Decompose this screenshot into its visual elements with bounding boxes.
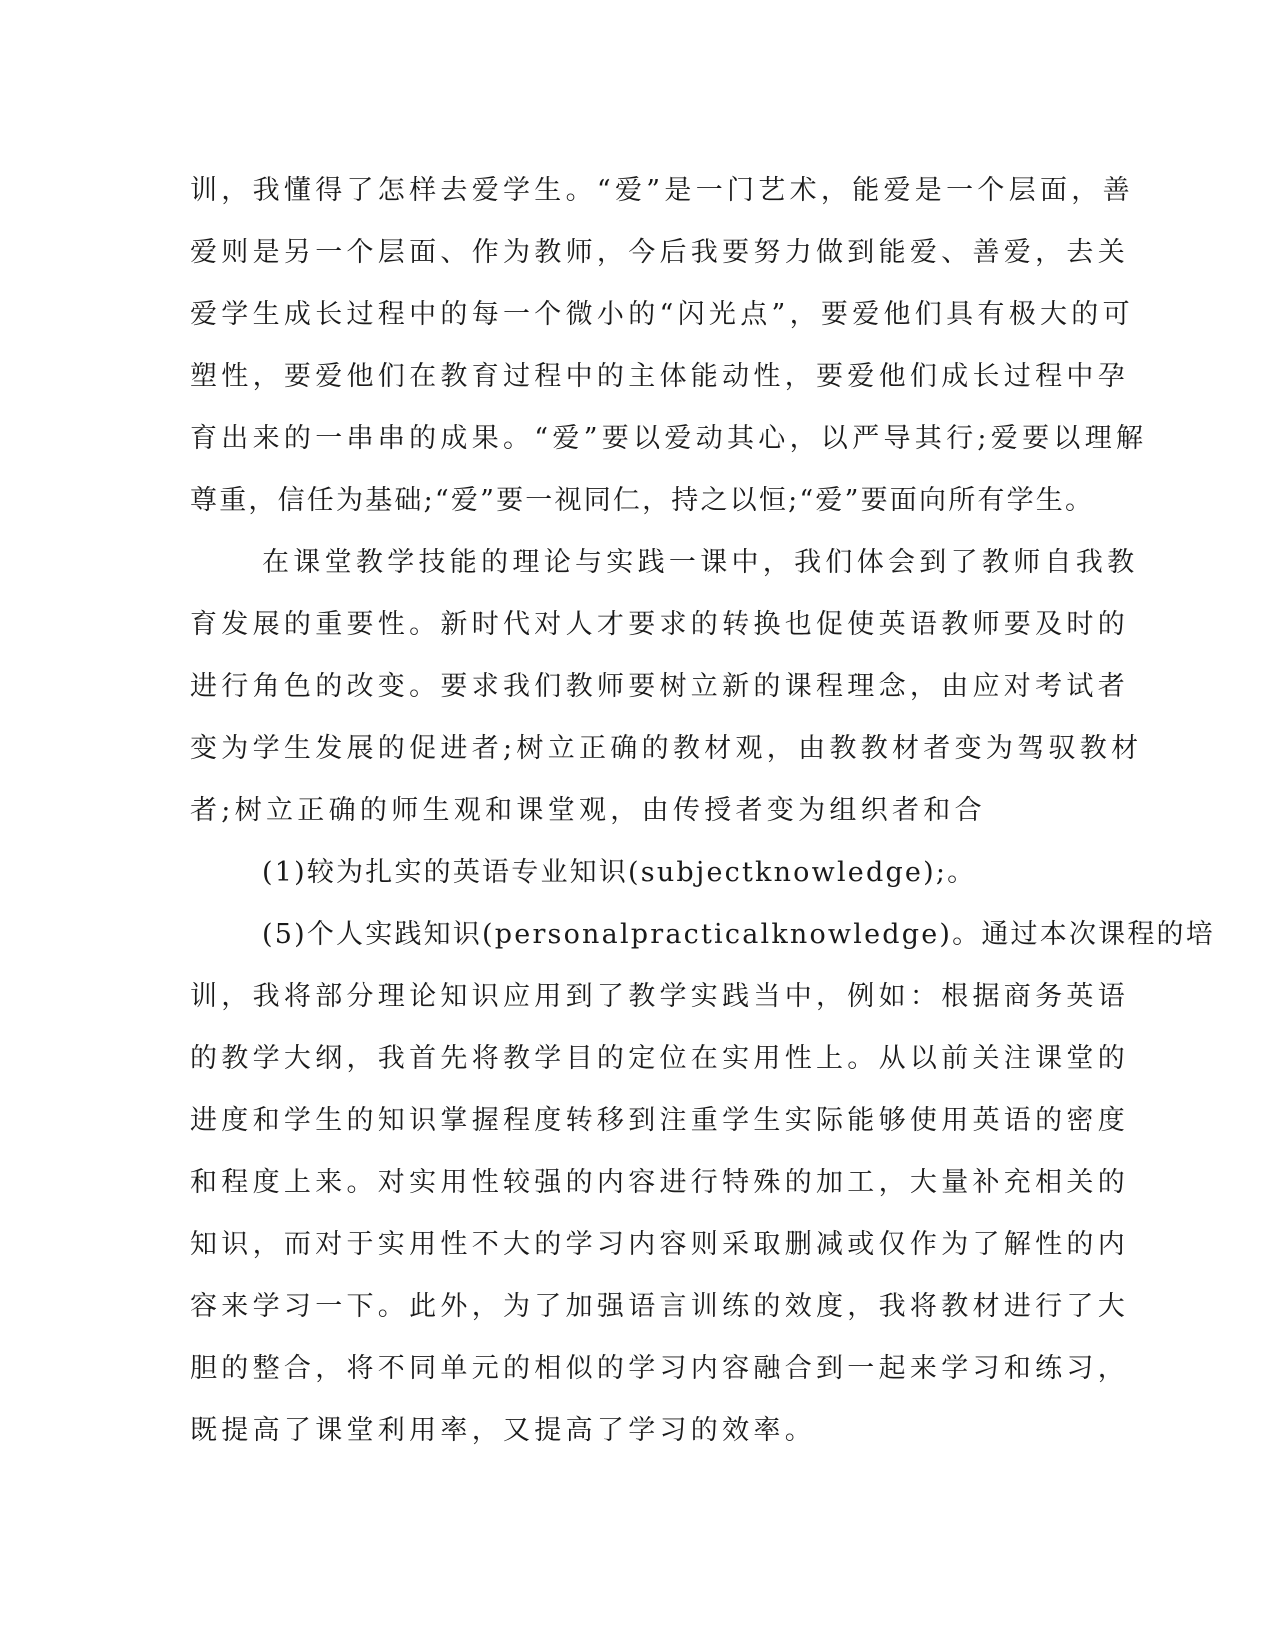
text-line: 容来学习一下。此外，为了加强语言训练的效度，我将教材进行了大 xyxy=(190,1291,1129,1322)
text-line: 既提高了课堂利用率，又提高了学习的效率。 xyxy=(190,1415,816,1446)
text-line: 塑性，要爱他们在教育过程中的主体能动性，要爱他们成长过程中孕 xyxy=(190,361,1129,392)
text-line: 爱学生成长过程中的每一个微小的“闪光点”，要爱他们具有极大的可 xyxy=(190,299,1134,330)
text-line: 育发展的重要性。新时代对人才要求的转换也促使英语教师要及时的 xyxy=(190,609,1129,640)
text-line: 训，我懂得了怎样去爱学生。“爱”是一门艺术，能爱是一个层面，善 xyxy=(190,175,1134,206)
text-line: 和程度上来。对实用性较强的内容进行特殊的加工，大量补充相关的 xyxy=(190,1167,1129,1198)
text-line: 者;树立正确的师生观和课堂观，由传授者变为组织者和合 xyxy=(190,795,986,826)
text-line: 进行角色的改变。要求我们教师要树立新的课程理念，由应对考试者 xyxy=(190,671,1129,702)
paragraph-start-line: 在课堂教学技能的理论与实践一课中，我们体会到了教师自我教 xyxy=(262,547,1139,578)
text-line: 变为学生发展的促进者;树立正确的教材观，由教教材者变为驾驭教材 xyxy=(190,733,1143,764)
text-line: 进度和学生的知识掌握程度转移到注重学生实际能够使用英语的密度 xyxy=(190,1105,1129,1136)
body-text xyxy=(190,160,1215,1462)
text-line: 训，我将部分理论知识应用到了教学实践当中，例如：根据商务英语 xyxy=(190,981,1129,1012)
text-line: 知识，而对于实用性不大的学习内容则采取删减或仅作为了解性的内 xyxy=(190,1229,1129,1260)
paragraph-start-line: (5)个人实践知识(personalpracticalknowledge)。通过本次课程的培 xyxy=(262,919,1215,950)
text-line: 胆的整合，将不同单元的相似的学习内容融合到一起来学习和练习， xyxy=(190,1353,1129,1384)
text-line: 爱则是另一个层面、作为教师，今后我要努力做到能爱、善爱，去关 xyxy=(190,237,1129,268)
text-line: 育出来的一串串的成果。“爱”要以爱动其心，以严导其行;爱要以理解 xyxy=(190,423,1148,454)
text-line: 尊重，信任为基础;“爱”要一视同仁，持之以恒;“爱”要面向所有学生。 xyxy=(190,485,1095,516)
paragraph-start-line: (1)较为扎实的英语专业知识(subjectknowledge);。 xyxy=(262,857,977,888)
text-line: 的教学大纲，我首先将教学目的定位在实用性上。从以前关注课堂的 xyxy=(190,1043,1129,1074)
